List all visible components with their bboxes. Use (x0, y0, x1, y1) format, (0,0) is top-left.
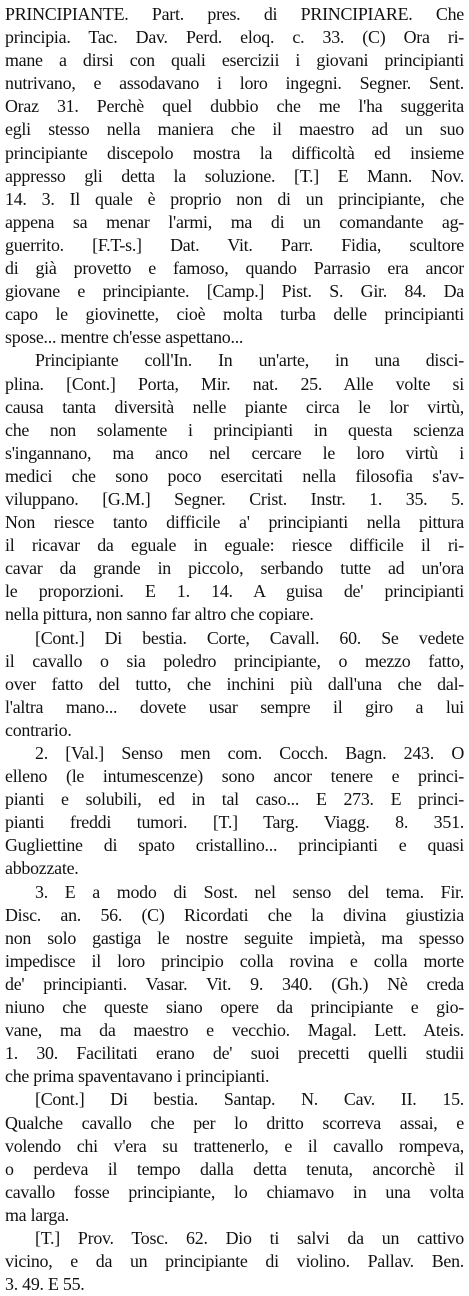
entry-line: che prima spaventavano i principianti. (5, 1066, 270, 1087)
entry-line: appena sa menar l'armi, ma di un comandante ag- (5, 211, 464, 232)
entry-line: medici che sono poco esercitati nella filosofia s'av- (5, 465, 464, 486)
entry-line: pianti e solubili, ed in tal caso... E 273. E princi- (5, 789, 464, 810)
entry-line: pianti freddi tumori. [T.] Targ. Viagg. 8. 351. (5, 812, 464, 833)
entry-line: Non riesce tanto difficile a' principianti nella pittura (5, 512, 464, 533)
entry-line: abbozzate. (5, 858, 79, 879)
entry-line: appresso gli detta la soluzione. [T.] E Mann. Nov. (5, 165, 464, 186)
entry-line: Disc. an. 56. (C) Ricordati che la divina giustizia (5, 904, 464, 925)
entry-line: capo le giovinette, cioè molta turba delle principianti (5, 304, 464, 325)
entry-line: nutrivano, e assodavano i loro ingegni. Segner. Sent. (5, 73, 464, 94)
entry-line: l'altra mano... dovete usar sempre il giro a lui (5, 696, 464, 717)
entry-line: elleno (le intumescenze) sono ancor tenere e princi- (5, 766, 464, 787)
entry-line: il cavallo o sia poledro principiante, o mezzo fatto, (5, 650, 464, 671)
entry-line: principia. Tac. Dav. Perd. eloq. c. 33. (C) Ora ri- (5, 27, 464, 48)
entry-line: s'ingannano, ma anco nel cercare le loro virtù i (5, 442, 464, 463)
entry-line: le proporzioni. E 1. 14. A guisa de' principianti (5, 581, 464, 602)
entry-line: Oraz 31. Perchè quel dubbio che me l'ha suggerita (5, 96, 464, 117)
entry-line: giovane e principiante. [Camp.] Pist. S. Gir. 84. Da (5, 281, 464, 302)
entry-line: cavar da grande in piccolo, serbando tutte ad un'ora (5, 558, 464, 579)
entry-line: o perdeva il tempo dalla detta tenuta, ancorchè il (5, 1158, 464, 1179)
entry-line: vicino, e da un principiante di violino. Pallav. Ben. (5, 1251, 464, 1272)
entry-line: 2. [Val.] Senso men com. Cocch. Bagn. 243. O (35, 743, 464, 763)
entry-line: guerrito. [F.T-s.] Dat. Vit. Parr. Fidia, scultore (5, 234, 464, 255)
entry-line: vane, ma da maestro e vecchio. Magal. Lett. Ateis. (5, 1020, 464, 1041)
entry-line: [Cont.] Di bestia. Corte, Cavall. 60. Se vedete (35, 627, 464, 648)
entry-line: il ricavar da eguale in eguale: riesce difficile il ri- (5, 535, 464, 556)
entry-line: PRINCIPIANTE. Part. pres. di PRINCIPIARE. Che (5, 4, 464, 24)
dictionary-entry (5, 0, 464, 1296)
entry-line: 14. 3. Il quale è proprio non di un principiante, che (5, 188, 464, 209)
entry-line: mane a dirsi con quali esercizii i giovani principianti (5, 50, 464, 71)
entry-line: causa tanta diversità nelle piante circa le lor virtù, (5, 396, 464, 417)
entry-line: 3. 49. E 55. (5, 1274, 85, 1295)
entry-line: over fatto del tutto, che inchini più dall'una che dal- (5, 673, 464, 694)
entry-line: [Cont.] Di bestia. Santap. N. Cav. II. 15. (35, 1089, 464, 1110)
entry-line: Principiante coll'In. In un'arte, in una disci- (35, 350, 464, 371)
entry-line: spose... mentre ch'esse aspettano... (5, 327, 244, 348)
entry-line: di già provetto e famoso, quando Parrasio era ancor (5, 258, 464, 279)
entry-line: egli stesso nella maniera che il maestro ad un suo (5, 119, 464, 140)
entry-line: ma larga. (5, 1204, 69, 1225)
entry-line: Gugliettine di spato cristallino... principianti e quasi (5, 835, 464, 856)
entry-line: impedisce il loro principio colla rovina e colla morte (5, 950, 464, 971)
entry-line: viluppano. [G.M.] Segner. Crist. Instr. 1. 35. 5. (5, 488, 464, 509)
entry-line: niuno che queste siano opere da principiante e gio- (5, 997, 464, 1018)
entry-line: plina. [Cont.] Porta, Mir. nat. 25. Alle volte si (5, 373, 464, 394)
entry-line: nella pittura, non sanno far altro che copiare. (5, 604, 314, 625)
entry-line: cavallo fosse principiante, lo chiamavo in una volta (5, 1181, 464, 1202)
entry-line: volendo chi v'era su trattenerlo, e il cavallo rompeva, (5, 1135, 464, 1156)
entry-line: non solo gastiga le nostre seguite impietà, ma spesso (5, 927, 464, 948)
entry-line: Qualche cavallo che per lo dritto scorreva assai, e (5, 1112, 464, 1133)
entry-line: de' principianti. Vasar. Vit. 9. 340. (Gh.) Nè creda (5, 973, 464, 994)
entry-line: contrario. (5, 719, 72, 740)
entry-line: principiante discepolo mostra la difficoltà ed insieme (5, 142, 464, 163)
entry-line: 1. 30. Facilitati erano de' suoi precetti quelli studii (5, 1043, 464, 1064)
entry-line: [T.] Prov. Tosc. 62. Dio ti salvi da un cattivo (35, 1227, 464, 1248)
entry-line: che non solamente i principianti in questa scienza (5, 419, 464, 440)
entry-line: 3. E a modo di Sost. nel senso del tema. Fir. (35, 881, 464, 902)
